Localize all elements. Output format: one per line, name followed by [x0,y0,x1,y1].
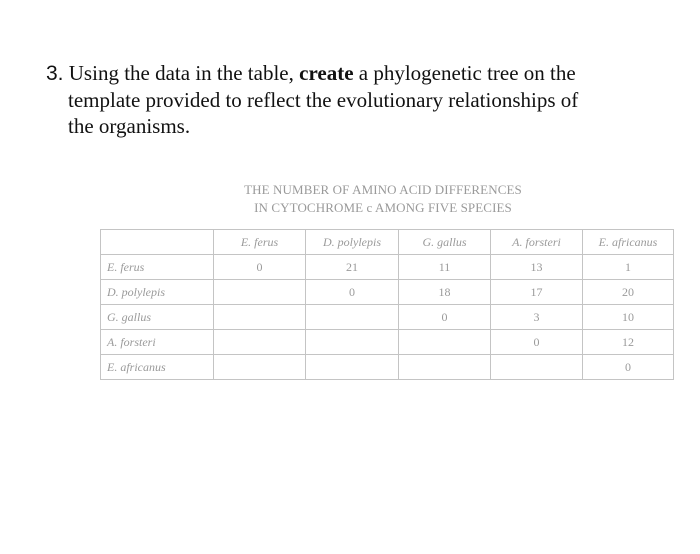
table-cell: 13 [491,255,583,280]
table-row [101,255,674,280]
table-cell [399,355,491,380]
table-cell: 0 [583,355,674,380]
table-cell: 18 [399,280,491,305]
table-row [101,280,674,305]
question-text [46,60,658,139]
table-row [101,355,674,380]
table-cell: 1 [583,255,674,280]
table-cell [491,355,583,380]
table-cell: 0 [491,330,583,355]
table-cell: 17 [491,280,583,305]
table-row-label: E. africanus [101,355,214,380]
table-title-line2: IN CYTOCHROME c AMONG FIVE SPECIES [254,200,512,215]
table-title-line1: THE NUMBER OF AMINO ACID DIFFERENCES [244,182,522,197]
table-header-row [101,230,674,255]
table-header-cell [101,230,214,255]
table-header-cell: G. gallus [399,230,491,255]
table-row-label: A. forsteri [101,330,214,355]
amino-acid-difference-table [100,229,674,380]
table-cell: 0 [399,305,491,330]
table-row [101,330,674,355]
table-cell [214,355,306,380]
table-row-label: D. polylepis [101,280,214,305]
table-header-cell: A. forsteri [491,230,583,255]
table-cell [399,330,491,355]
table-cell: 11 [399,255,491,280]
question-text-part1: Using the data in the table, [63,61,300,85]
table-cell: 21 [306,255,399,280]
table-row-label: E. ferus [101,255,214,280]
table-cell [306,355,399,380]
table-cell: 20 [583,280,674,305]
table-cell [306,330,399,355]
table-cell: 10 [583,305,674,330]
question-bold-word: create [299,61,354,85]
table-cell: 0 [214,255,306,280]
table-cell [214,305,306,330]
question-text-line2: template provided to reflect the evolutionary relationships of [68,88,579,112]
table-cell: 12 [583,330,674,355]
question-text-line3: the organisms. [68,114,191,138]
table-row [101,305,674,330]
table-cell [214,280,306,305]
table-cell: 0 [306,280,399,305]
table-cell [214,330,306,355]
table-cell [306,305,399,330]
table-cell: 3 [491,305,583,330]
table-header-cell: E. ferus [214,230,306,255]
question-text-part2: a phylogenetic tree on the [353,61,576,85]
question-number: 3. [46,62,64,85]
table-row-label: G. gallus [101,305,214,330]
table-header-cell: D. polylepis [306,230,399,255]
table-header-cell: E. africanus [583,230,674,255]
